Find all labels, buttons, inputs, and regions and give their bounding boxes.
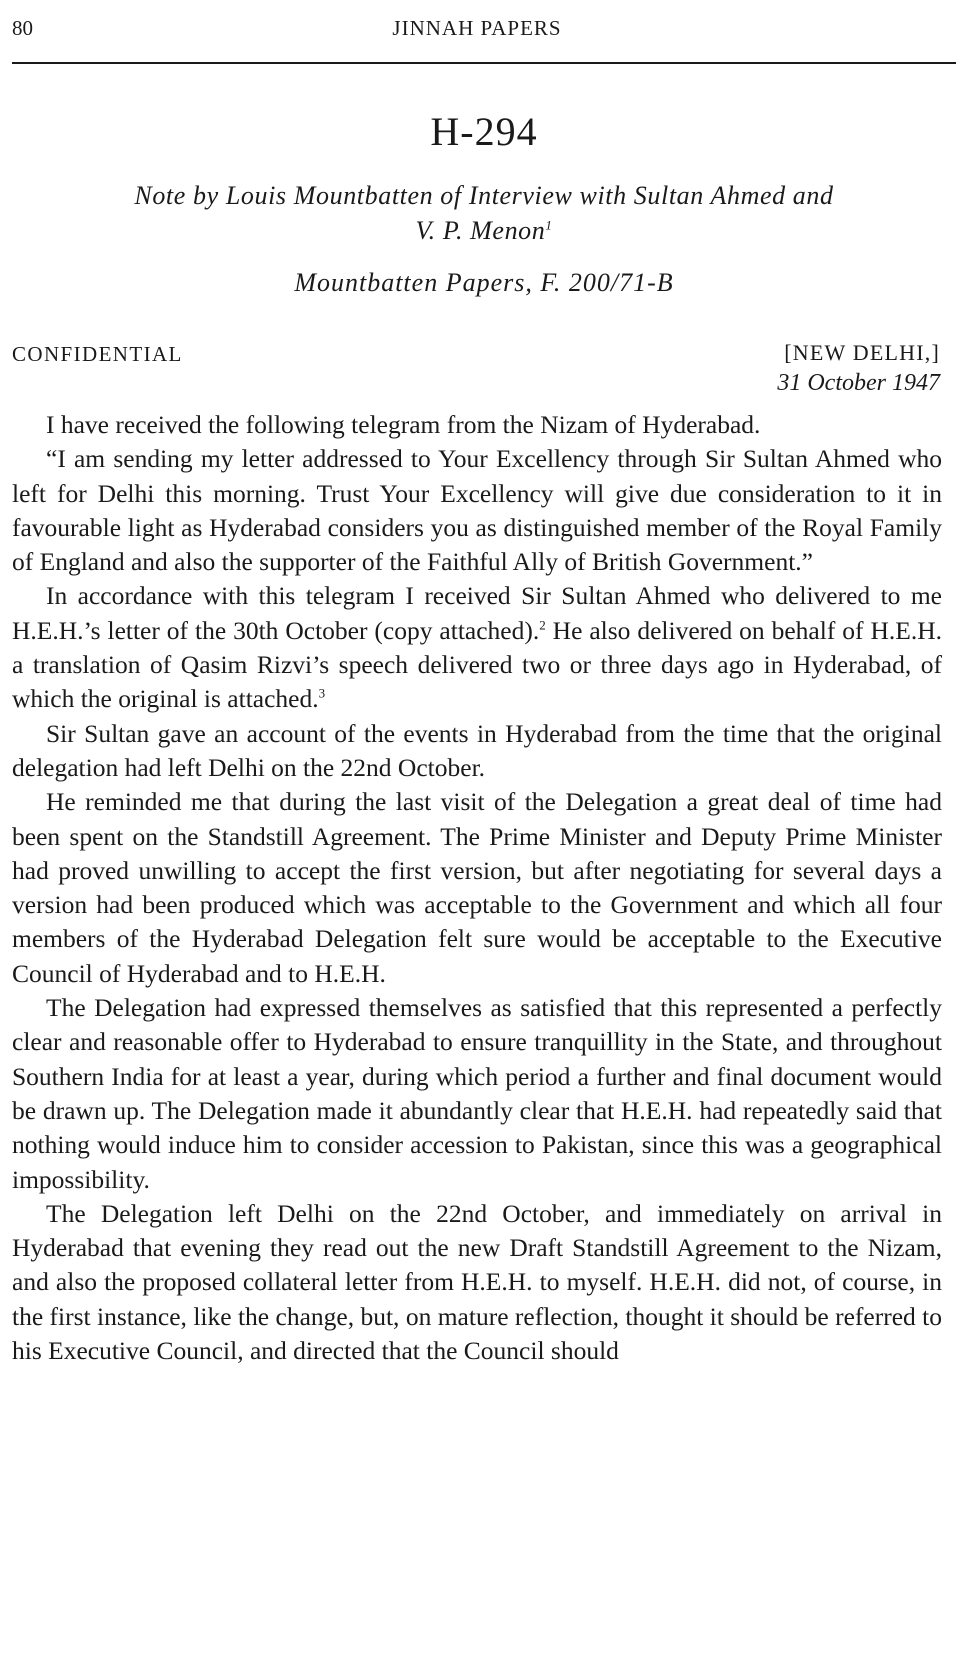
paragraph-4: Sir Sultan gave an account of the events in Hyderabad from the time that the original delegation had left Delhi on the 22nd October. (12, 718, 942, 782)
paragraph-2: “I am sending my letter addressed to Your Excellency through Sir Sultan Ahmed who left for Delhi this morning. Trust Your Excellency will give due consideration to it in favourable light as Hyderabad considers you as distinguished member of the Royal Family of England and also the supporter of the Faithful Ally of British Government.” (12, 444, 942, 577)
header-rule (12, 62, 956, 64)
document-subtitle (40, 178, 928, 248)
subtitle-line-1: Note by Louis Mountbatten of Interview with Sultan Ahmed and (134, 181, 834, 210)
footnote-marker-1: 1 (545, 217, 553, 233)
paragraph-3 (12, 579, 942, 716)
paragraph-7: The Delegation left Delhi on the 22nd October, and immediately on arrival in Hyderabad that evening they read out the new Draft Standstill Agreement to the Nizam, and also the proposed collateral letter from H.E.H. to myself. H.E.H. did not, of course, in the first instance, like the change, but, on mature reflection, thought it should be referred to his Executive Council, and directed that the Council should (12, 1198, 942, 1366)
subtitle-line-2: V. P. Menon (415, 216, 546, 245)
footnote-marker-3: 3 (318, 685, 326, 701)
footnote-marker-2: 2 (539, 617, 546, 633)
place-label: [NEW DELHI,] (784, 340, 940, 365)
document-source: Mountbatten Papers, F. 200/71-B (294, 268, 674, 297)
running-head (12, 10, 942, 44)
paragraph-3-part-2: He also delivered on behalf of H.E.H. a translation of Qasim Rizvi’s speech delivered two or three days ago in Hyderabad, of which the original is attached. (12, 615, 942, 714)
paragraph-6: The Delegation had expressed themselves as satisfied that this represented a perfectly clear and reasonable offer to Hyderabad to ensure tranquillity in the State, and throughout Southern India for at least a year, during which period a further and final document would be drawn up. The Delegation made it abundantly clear that H.E.H. had repeatedly said that nothing would induce him to consider accession to Pakistan, since this was a geographical impossibility. (12, 993, 942, 1194)
book-title: JINNAH PAPERS (392, 16, 562, 40)
page-number: 80 (12, 16, 33, 40)
body-text (12, 408, 942, 1368)
document-number: H-294 (430, 109, 538, 154)
classification-label: CONFIDENTIAL (12, 342, 183, 366)
paragraph-5: He reminded me that during the last visit of the Delegation a great deal of time had been spent on the Standstill Agreement. The Prime Minister and Deputy Prime Minister had proved unwilling to accept the first version, but after negotiating for several days a version had been produced which was acceptable to the Government and which all four members of the Hyderabad Delegation felt sure would be acceptable to the Executive Council of Hyderabad and to H.E.H. (12, 787, 942, 988)
date-label: 31 October 1947 (777, 370, 940, 396)
paragraph-3-part-1: In accordance with this telegram I received Sir Sultan Ahmed who delivered to me H.E.H.’s letter of the 30th October (copy attached). (12, 581, 942, 645)
paragraph-1: I have received the following telegram from the Nizam of Hyderabad. (46, 410, 761, 439)
